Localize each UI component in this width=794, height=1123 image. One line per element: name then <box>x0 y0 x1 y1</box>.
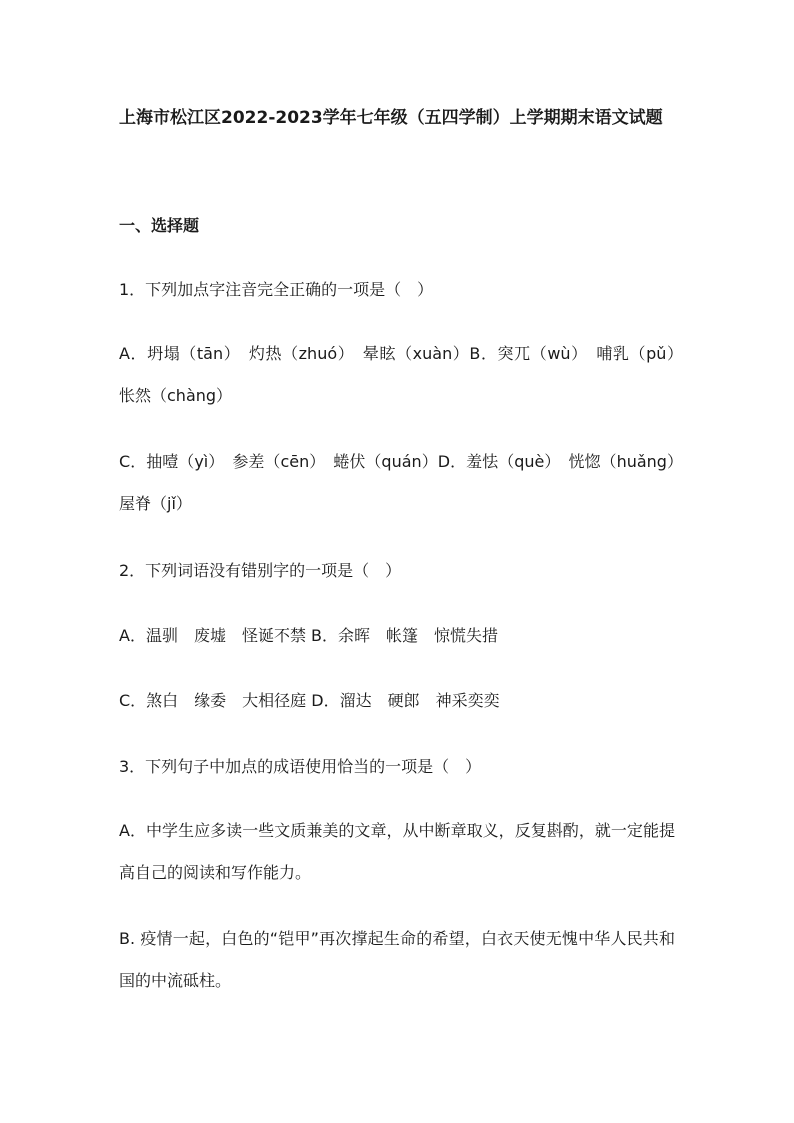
question-3-stem: 3．下列句子中加点的成语使用恰当的一项是（ ） <box>119 757 482 776</box>
question-1-stem: 1．下列加点字注音完全正确的一项是（ ） <box>119 280 434 299</box>
document-title: 上海市松江区2022-2023学年七年级（五四学制）上学期期末语文试题 <box>119 108 663 128</box>
question-1-option-ab: A．坍塌（tān） 灼热（zhuó） 晕眩（xuàn）B．突兀（wù） 哺乳（pǔ） 怅然（chàng） <box>119 344 692 405</box>
question-3-option-b: B. 疫情一起，白色的“铠甲”再次撑起生命的希望，白衣天使无愧中华人民共和国的中流砥柱。 <box>119 929 675 990</box>
question-1-option-cd: C．抽噎（yì） 参差（cēn） 蜷伏（quán）D．羞怯（què） 恍惚（huǎng） 屋脊（jǐ） <box>119 452 692 513</box>
question-2-option-ab: A．温驯 废墟 怪诞不禁 B．余晖 帐篷 惊慌失措 <box>119 626 499 645</box>
question-3-option-a: A．中学生应多读一些文质兼美的文章，从中断章取义，反复斟酌，就一定能提高自己的阅读和写作能力。 <box>119 821 675 882</box>
section-heading: 一、选择题 <box>119 216 200 235</box>
question-2-option-cd: C．煞白 缘委 大相径庭 D．溜达 硬郎 神采奕奕 <box>119 691 500 710</box>
question-2-stem: 2．下列词语没有错别字的一项是（ ） <box>119 561 402 580</box>
